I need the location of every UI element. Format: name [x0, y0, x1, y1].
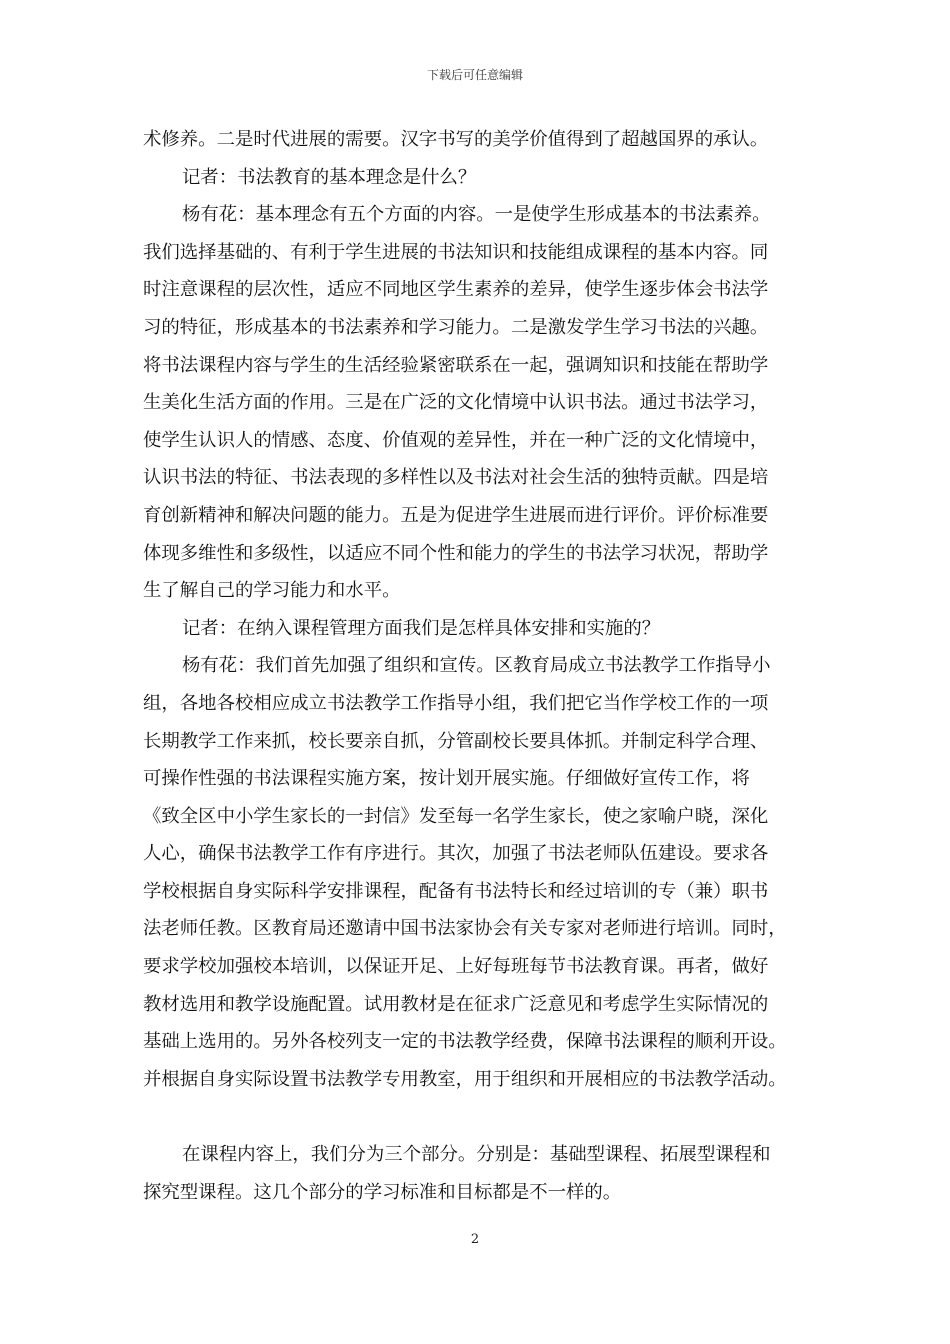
document-body	[143, 121, 823, 1212]
text-line: 生美化生活方面的作用。三是在广泛的文化情境中认识书法。通过书法学习，	[143, 392, 769, 414]
paragraph-gap	[143, 1098, 823, 1136]
text-line: 使学生认识人的情感、态度、价值观的差异性，并在一种广泛的文化情境中，	[143, 429, 769, 451]
text-line: 我们选择基础的、有利于学生进展的书法知识和技能组成课程的基本内容。同	[143, 241, 769, 263]
text-line: 基础上选用的。另外各校列支一定的书法教学经费，保障书法课程的顺利开设。	[143, 1031, 787, 1053]
text-line: 人心，确保书法教学工作有序进行。其次，加强了书法老师队伍建设。要求各	[143, 843, 769, 865]
paragraph-reporter-question: 记者：书法教育的基本理念是什么？	[182, 166, 477, 188]
text-line: 体现多维性和多级性，以适应不同个性和能力的学生的书法学习状况，帮助学	[143, 542, 769, 564]
paragraph-answer-start: 杨有花：基本理念有五个方面的内容。一是使学生形成基本的书法素养。	[182, 204, 771, 226]
text-line: 将书法课程内容与学生的生活经验紧密联系在一起，强调知识和技能在帮助学	[143, 354, 769, 376]
text-line: 习的特征，形成基本的书法素养和学习能力。二是激发学生学习书法的兴趣。	[143, 316, 769, 338]
text-line: 学校根据自身实际科学安排课程，配备有书法特长和经过培训的专（兼）职书	[143, 880, 769, 902]
text-line: 法老师任教。区教育局还邀请中国书法家协会有关专家对老师进行培训。同时，	[143, 918, 787, 940]
text-line: 育创新精神和解决问题的能力。五是为促进学生进展而进行评价。评价标准要	[143, 504, 769, 526]
text-line: 认识书法的特征、书法表现的多样性以及书法对社会生活的独特贡献。四是培	[143, 467, 769, 489]
paragraph-answer-start: 杨有花：我们首先加强了组织和宣传。区教育局成立书法教学工作指导小	[182, 655, 771, 677]
paragraph-reporter-question: 记者：在纳入课程管理方面我们是怎样具体安排和实施的？	[182, 617, 661, 639]
text-line: 《致全区中小学生家长的一封信》发至每一名学生家长，使之家喻户晓，深化	[143, 805, 769, 827]
page-header: 下载后可任意编辑	[426, 68, 523, 82]
text-line: 组，各地各校相应成立书法教学工作指导小组，我们把它当作学校工作的一项	[143, 692, 769, 714]
text-line: 生了解自己的学习能力和水平。	[143, 580, 401, 602]
page-number: 2	[470, 1232, 480, 1247]
text-line: 要求学校加强校本培训，以保证开足、上好每班每节书法教育课。再者，做好	[143, 956, 769, 978]
text-line: 探究型课程。这几个部分的学习标准和目标都是不一样的。	[143, 1182, 622, 1204]
text-line: 时注意课程的层次性，适应不同地区学生素养的差异，使学生逐步体会书法学	[143, 279, 769, 301]
text-line: 长期教学工作来抓，校长要亲自抓，分管副校长要具体抓。并制定科学合理、	[143, 730, 769, 752]
text-line: 可操作性强的书法课程实施方案，按计划开展实施。仔细做好宣传工作，将	[143, 768, 750, 790]
paragraph-course-content: 在课程内容上，我们分为三个部分。分别是：基础型课程、拓展型课程和	[182, 1144, 771, 1166]
text-line: 术修养。二是时代进展的需要。汉字书写的美学价值得到了超越国界的承认。	[143, 129, 769, 150]
text-line: 并根据自身实际设置书法教学专用教室，用于组织和开展相应的书法教学活动。	[143, 1068, 787, 1090]
text-line: 教材选用和教学设施配置。试用教材是在征求广泛意见和考虑学生实际情况的	[143, 993, 769, 1015]
